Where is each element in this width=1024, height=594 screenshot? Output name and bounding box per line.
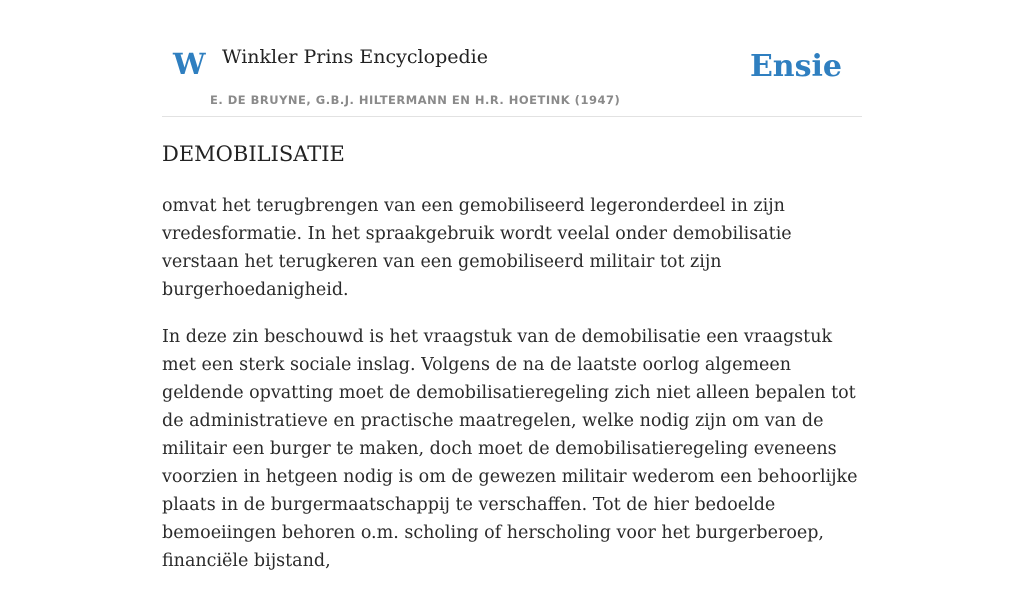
source-title[interactable]: Winkler Prins Encyclopedie xyxy=(222,46,488,68)
source-authors: E. DE BRUYNE, G.B.J. HILTERMANN EN H.R. HOETINK (1947) xyxy=(210,93,621,107)
source-logo[interactable]: W xyxy=(173,47,206,81)
entry-paragraph: In deze zin beschouwd is het vraagstuk van de demobilisatie een vraagstuk met een sterk sociale inslag. Volgens de na de laatste oorlog algemeen geldende opvatting moet de demobilisatieregeling zich niet alleen bepalen tot de administratieve en practische maatregelen, welke nodig zijn om van de militair een burger te maken, doch moet de demobilisatieregeling eveneens voorzien in hetgeen nodig is om de gewezen militair wederom een behoorlijke plaats in de burgermaatschappij te verschaffen. Tot de hier bedoelde bemoeiingen behoren o.m. scholing of herscholing voor het burgerberoep, financiële bijstand, xyxy=(162,327,858,571)
page xyxy=(162,0,862,571)
entry-title: DEMOBILISATIE xyxy=(162,142,345,166)
entry-body xyxy=(162,192,862,594)
brand-logo[interactable]: Ensie xyxy=(749,49,842,84)
entry-paragraph: omvat het terugbrengen van een gemobiliseerd legeronderdeel in zijn vredesformatie. In het spraakgebruik wordt veelal onder demobilisatie verstaan het terugkeren van een gemobiliseerd militair tot zijn burgerhoedanigheid. xyxy=(162,196,792,300)
header xyxy=(162,0,862,117)
